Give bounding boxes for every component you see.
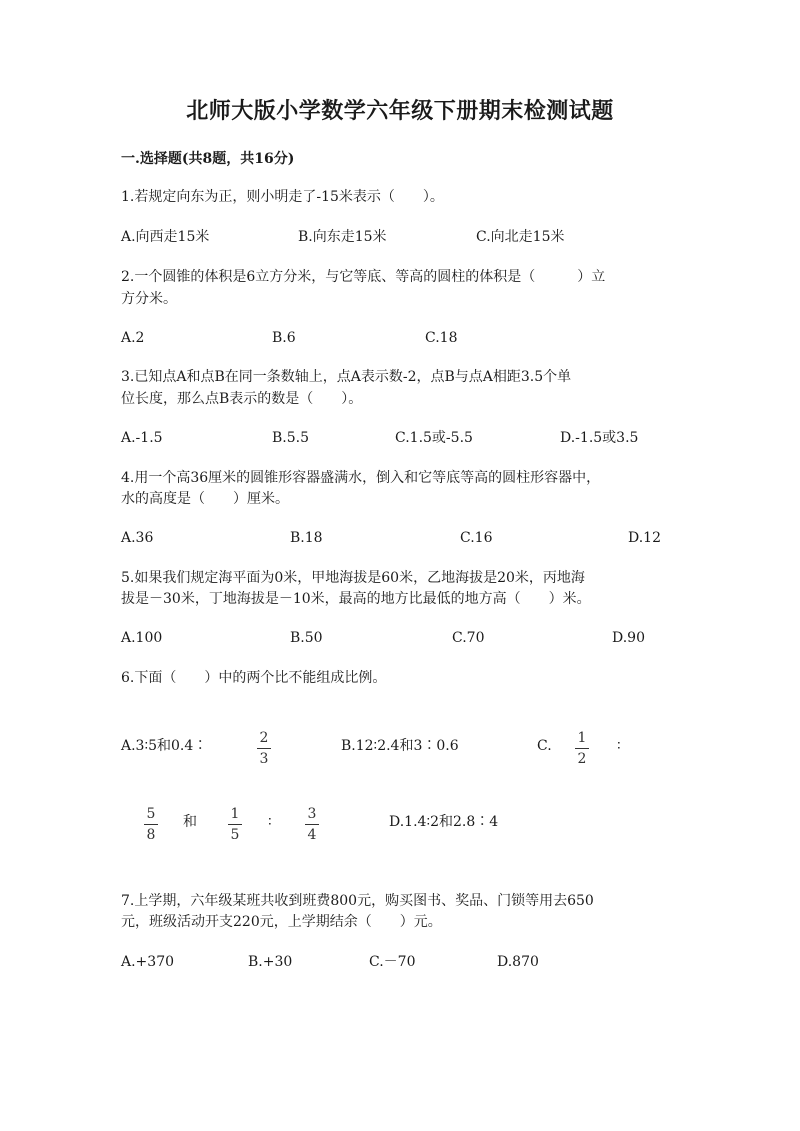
question-6-option-a-fraction (256, 730, 272, 767)
question-1-text: 1.若规定向东为正，则小明走了-15米表示（ ）。 (121, 189, 444, 205)
question-1-option-c: C.向北走15米 (476, 229, 565, 245)
fraction-denominator: 2 (577, 751, 587, 767)
fraction-denominator: 5 (230, 827, 240, 843)
fraction-bar (575, 748, 589, 749)
question-6-option-c-fraction-2 (143, 806, 159, 843)
question-3-option-d: D.-1.5或3.5 (560, 430, 639, 446)
fraction-bar (305, 824, 319, 825)
question-6-option-c-fraction-4 (304, 806, 320, 843)
question-3-text-line-2: 位长度，那么点B表示的数是（ ）。 (121, 391, 363, 407)
question-4-text-line-2: 水的高度是（ ）厘米。 (121, 491, 289, 507)
fraction-numerator: 1 (577, 730, 587, 746)
question-2-option-a: A.2 (121, 330, 145, 346)
question-7-option-d: D.870 (497, 954, 539, 970)
fraction-bar (257, 748, 271, 749)
question-4-option-b: B.18 (290, 530, 323, 546)
fraction-numerator: 3 (307, 806, 317, 822)
fraction-denominator: 4 (307, 827, 317, 843)
question-1-option-b: B.向东走15米 (298, 229, 387, 245)
question-3-option-a: A.-1.5 (121, 430, 163, 446)
question-3-option-c: C.1.5或-5.5 (395, 430, 473, 446)
question-2-text-line-1: 2.一个圆锥的体积是6立方分米，与它等底、等高的圆柱的体积是（ ）立 (121, 269, 606, 285)
question-5-option-a: A.100 (121, 630, 163, 646)
section-heading: 一.选择题(共8题，共16分) (121, 151, 295, 167)
fraction-denominator: 8 (146, 827, 156, 843)
fraction-denominator: 3 (259, 751, 269, 767)
question-6-option-c: C. (537, 738, 552, 754)
question-4-option-d: D.12 (628, 530, 661, 546)
question-6-option-b: B.12∶2.4和3∶0.6 (341, 738, 459, 754)
question-4-option-c: C.16 (460, 530, 493, 546)
question-2-text-line-2: 方分米。 (121, 291, 177, 307)
fraction-numerator: 5 (146, 806, 156, 822)
question-7-text-line-1: 7.上学期，六年级某班共收到班费800元，购买图书、奖品、门锁等用去650 (121, 893, 594, 909)
question-7-option-b: B.+30 (248, 954, 293, 970)
fraction-numerator: 1 (230, 806, 240, 822)
question-5-option-b: B.50 (290, 630, 323, 646)
question-2-option-b: B.6 (272, 330, 296, 346)
question-5-text-line-2: 拔是－30米，丁地海拔是－10米，最高的地方比最低的地方高（ ）米。 (121, 591, 591, 607)
question-6-option-c-and: 和 (183, 814, 197, 830)
fraction-bar (228, 824, 242, 825)
question-6-option-d: D.1.4∶2和2.8∶4 (389, 814, 499, 830)
question-6-option-c-colon-1: ∶ (617, 738, 621, 754)
question-6-option-c-fraction-3 (227, 806, 243, 843)
question-4-option-a: A.36 (121, 530, 154, 546)
question-6-text: 6.下面（ ）中的两个比不能组成比例。 (121, 670, 387, 686)
question-7-text-line-2: 元，班级活动开支220元，上学期结余（ ）元。 (121, 914, 442, 930)
question-1-option-a: A.向西走15米 (121, 229, 210, 245)
question-4-text-line-1: 4.用一个高36厘米的圆锥形容器盛满水，倒入和它等底等高的圆柱形容器中， (121, 470, 601, 486)
fraction-numerator: 2 (259, 730, 269, 746)
question-6-option-c-colon-2: ∶ (268, 814, 272, 830)
question-6-option-c-fraction-1 (574, 730, 590, 767)
question-2-option-c: C.18 (425, 330, 458, 346)
question-3-text-line-1: 3.已知点A和点B在同一条数轴上，点A表示数-2，点B与点A相距3.5个单 (121, 369, 572, 385)
question-5-option-c: C.70 (452, 630, 485, 646)
question-5-option-d: D.90 (612, 630, 645, 646)
question-7-option-a: A.+370 (121, 954, 175, 970)
question-7-option-c: C.－70 (369, 954, 416, 970)
question-5-text-line-1: 5.如果我们规定海平面为0米，甲地海拔是60米，乙地海拔是20米，丙地海 (121, 570, 585, 586)
question-3-option-b: B.5.5 (272, 430, 310, 446)
page-title: 北师大版小学数学六年级下册期末检测试题 (186, 98, 614, 124)
fraction-bar (144, 824, 158, 825)
question-6-option-a: A.3∶5和0.4∶ (121, 738, 208, 754)
